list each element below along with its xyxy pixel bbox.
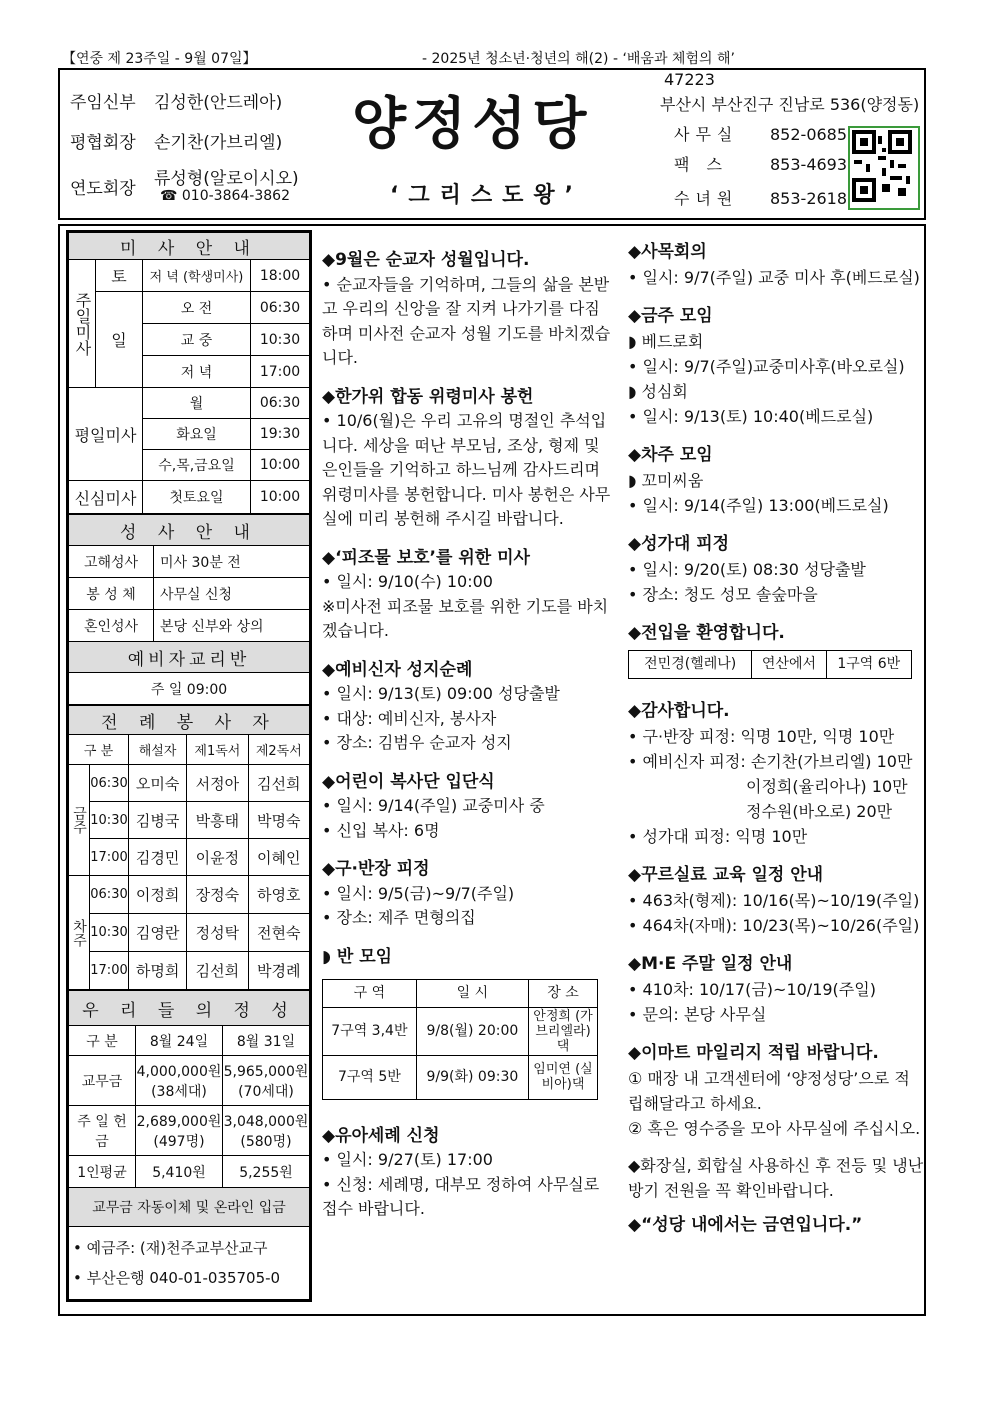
offering-value: 4,000,000원 (38세대) bbox=[136, 1056, 223, 1106]
notice-heading: ◆‘피조물 보호’를 위한 미사 bbox=[322, 547, 530, 568]
weekday-name: 수,목,금요일 bbox=[143, 450, 251, 481]
notice-heading: ◆차주 모임 bbox=[628, 445, 713, 465]
notice-line: • 장소: 청도 성모 솔숲마을 bbox=[628, 585, 818, 604]
server-cell: 김선희 bbox=[248, 765, 309, 802]
zip-code: 47223 bbox=[664, 70, 715, 89]
offering-key: 주 일 헌 금 bbox=[69, 1106, 136, 1156]
notice-line: • 463차(형제): 10/16(목)~10/19(주일) bbox=[628, 891, 920, 910]
offering-value: 5,965,000원 (70세대) bbox=[223, 1056, 310, 1106]
qr-code-icon[interactable] bbox=[848, 126, 920, 210]
server-cell: 이혜인 bbox=[248, 839, 309, 876]
server-cell: 김병국 bbox=[129, 802, 187, 839]
left-column bbox=[66, 230, 312, 1302]
notice-line: ① 매장 내 고객센터에 ‘양정성당’으로 적립해달라고 하세요. bbox=[628, 1069, 910, 1113]
col-header: 구 분 bbox=[69, 735, 129, 765]
col-header: 장 소 bbox=[529, 980, 598, 1008]
notice-line: ◗ 성심회 bbox=[628, 382, 688, 401]
mass-table bbox=[68, 232, 310, 514]
server-cell: 서정아 bbox=[187, 765, 248, 802]
notice-line: ◗ 꼬미씨움 bbox=[628, 471, 704, 490]
right-column bbox=[628, 240, 924, 1238]
council-row: 평협회장 손기찬(가브리엘) bbox=[70, 133, 283, 153]
notice-heading: ◆어린이 복사단 입단식 bbox=[322, 771, 495, 792]
offering-value: 3,048,000원 (580명) bbox=[223, 1106, 310, 1156]
notice-heading: ◆사목회의 bbox=[628, 242, 707, 262]
weekday-name: 월 bbox=[143, 388, 251, 419]
saturday-label: 토 bbox=[96, 260, 143, 292]
welcome-cell: 연산에서 bbox=[752, 651, 826, 679]
notice-line: ② 혹은 영수증을 모아 사무실에 주십시오. bbox=[628, 1119, 921, 1138]
yeondo-phone: ☎ 010-3864-3862 bbox=[160, 188, 290, 204]
mass-heading: 미 사 안 내 bbox=[69, 233, 310, 260]
office-phone: 사무실 852-0685 bbox=[674, 125, 848, 144]
notice-line: • 신청: 세례명, 대부모 정하여 사무실로 접수 바랍니다. bbox=[322, 1174, 600, 1218]
convent-phone: 수녀원 853-2618 bbox=[674, 189, 848, 208]
middle-column bbox=[322, 240, 612, 1222]
weekday-time: 19:30 bbox=[251, 419, 310, 450]
notice-line: ※미사전 피조물 보호를 위한 기도를 바치겠습니다. bbox=[322, 596, 609, 640]
pastor-row: 주임신부 김성한(안드레아) bbox=[70, 93, 283, 113]
ban-meeting-table bbox=[322, 979, 598, 1100]
offering-table bbox=[68, 990, 310, 1300]
col-header: 일 시 bbox=[416, 980, 528, 1008]
sinsim-label: 신심미사 bbox=[69, 481, 143, 514]
server-time: 06:30 bbox=[90, 876, 129, 914]
sacrament-value: 본당 신부와 상의 bbox=[154, 610, 310, 642]
offering-key: 교무금 bbox=[69, 1056, 136, 1106]
notice-line: • 장소: 김범우 순교자 성지 bbox=[322, 733, 512, 752]
meeting-cell: 7구역 3,4반 bbox=[323, 1007, 417, 1055]
server-cell: 오미숙 bbox=[129, 765, 187, 802]
server-cell: 하영호 bbox=[248, 876, 309, 914]
sacrament-heading: 성 사 안 내 bbox=[69, 515, 310, 546]
notice-heading: ◆성가대 피정 bbox=[628, 534, 730, 554]
col-header: 제2독서 bbox=[248, 735, 309, 765]
notice-line: • 대상: 예비신자, 봉사자 bbox=[322, 708, 497, 728]
bank-info bbox=[69, 1227, 310, 1300]
ban-meeting-heading: ◗ 반 모임 bbox=[322, 946, 393, 967]
notice-heading: ◆금주 모임 bbox=[628, 306, 713, 326]
bank-heading: 교무금 자동이체 및 온라인 입금 bbox=[69, 1188, 310, 1227]
server-cell: 김선희 bbox=[187, 952, 248, 990]
sacrament-table bbox=[68, 514, 310, 705]
server-cell: 정성탁 bbox=[187, 914, 248, 952]
sinsim-time: 10:00 bbox=[251, 481, 310, 514]
meeting-cell: 안정희 (가브리엘라)댁 bbox=[529, 1007, 598, 1055]
header bbox=[58, 68, 926, 220]
yeondo-name: 류성형(알로이시오) bbox=[154, 169, 299, 189]
parish-subtitle: ‘그리스도왕’ bbox=[390, 183, 583, 208]
server-cell: 박명숙 bbox=[248, 802, 309, 839]
servers-heading: 전 례 봉 사 자 bbox=[69, 706, 310, 735]
notice-heading: ◆감사합니다. bbox=[628, 701, 730, 721]
notice-line: • 문의: 본당 사무실 bbox=[628, 1005, 767, 1024]
col-header: 8월 24일 bbox=[136, 1026, 223, 1056]
next-week-label: 차주 bbox=[69, 876, 90, 990]
welcome-table bbox=[628, 650, 912, 679]
server-cell: 김경민 bbox=[129, 839, 187, 876]
sacrament-value: 미사 30분 전 bbox=[154, 546, 310, 578]
offering-key: 1인평균 bbox=[69, 1156, 136, 1188]
notice-line: ◗ 베드로회 bbox=[628, 332, 704, 351]
notice-heading: ◆구·반장 피정 bbox=[322, 859, 430, 879]
notice-heading: ◆한가위 합동 위령미사 봉헌 bbox=[322, 386, 534, 407]
notice-line: • 일시: 9/5(금)~9/7(주일) bbox=[322, 883, 515, 903]
notice-line: • 410차: 10/17(금)~10/19(주일) bbox=[628, 980, 876, 999]
weekday-mass-label: 평일미사 bbox=[69, 388, 143, 481]
server-time: 06:30 bbox=[90, 765, 129, 802]
notice-heading: ◆유아세례 신청 bbox=[322, 1125, 440, 1146]
this-week-label: 금주 bbox=[69, 765, 90, 876]
sunday-mass-label: 주일미사 bbox=[69, 260, 96, 388]
server-cell: 박흥태 bbox=[187, 802, 248, 839]
notice-line: • 일시: 9/27(토) 17:00 bbox=[322, 1150, 493, 1169]
notice-line: • 신입 복사: 6명 bbox=[322, 820, 440, 840]
notice-line: 이정희(율리아나) 10만 bbox=[746, 777, 908, 796]
notice-line: • 일시: 9/14(주일) 교중미사 중 bbox=[322, 796, 545, 815]
notice-heading: ◆전입을 환영합니다. bbox=[628, 623, 785, 643]
weekday-name: 화요일 bbox=[143, 419, 251, 450]
notice-line: • 일시: 9/13(토) 10:40(베드로실) bbox=[628, 407, 874, 426]
parish-title: 양정성당 bbox=[352, 91, 593, 157]
offering-value: 5,410원 bbox=[136, 1156, 223, 1188]
notice-body: • 10/6(월)은 우리 고유의 명절인 추석입니다. 세상을 떠난 부모님, 조상, 형제 및 은인들을 기억하고 하느님께 감사드리며 위령미사를 봉헌합니다. 미사 봉헌은 사무실에 미리 봉헌해 주시길 바랍니다. bbox=[322, 411, 611, 528]
col-header: 구 분 bbox=[69, 1026, 136, 1056]
sacrament-key: 혼인성사 bbox=[69, 610, 154, 642]
col-header: 해설자 bbox=[129, 735, 187, 765]
mass-time: 18:00 bbox=[251, 260, 310, 292]
sunday-label: 일 bbox=[96, 292, 143, 388]
fax: 팩 스 853-4693 bbox=[674, 155, 848, 174]
notice-line: • 예비신자 피정: 손기찬(가브리엘) 10만 bbox=[628, 752, 913, 771]
offering-value: 2,689,000원 (497명) bbox=[136, 1106, 223, 1156]
mass-name: 오 전 bbox=[143, 292, 251, 324]
server-time: 10:30 bbox=[90, 802, 129, 839]
meeting-cell: 7구역 5반 bbox=[323, 1055, 417, 1099]
week-label: 【연중 제 23주일 - 9월 07일】 bbox=[62, 51, 257, 67]
notice-heading: ◆이마트 마일리지 적립 바랍니다. bbox=[628, 1043, 879, 1063]
offering-heading: 우 리 들 의 정 성 bbox=[69, 991, 310, 1026]
meeting-cell: 9/9(화) 09:30 bbox=[416, 1055, 528, 1099]
servers-table bbox=[68, 705, 310, 990]
server-cell: 장정숙 bbox=[187, 876, 248, 914]
notice-line: 정수원(바오로) 20만 bbox=[746, 802, 893, 821]
sacrament-value: 사무실 신청 bbox=[154, 578, 310, 610]
notice-line: • 일시: 9/7(주일)교중미사후(바오로실) bbox=[628, 357, 905, 376]
mass-name: 저 녁 (학생미사) bbox=[143, 260, 251, 292]
col-header: 제1독서 bbox=[187, 735, 248, 765]
notice-line: • 일시: 9/10(수) 10:00 bbox=[322, 572, 493, 591]
col-header: 8월 31일 bbox=[223, 1026, 310, 1056]
mass-time: 06:30 bbox=[251, 292, 310, 324]
mass-time: 17:00 bbox=[251, 356, 310, 388]
sacrament-key: 고해성사 bbox=[69, 546, 154, 578]
col-header: 구 역 bbox=[323, 980, 417, 1008]
weekday-time: 10:00 bbox=[251, 450, 310, 481]
server-cell: 이윤정 bbox=[187, 839, 248, 876]
notice-heading: ◆꾸르실료 교육 일정 안내 bbox=[628, 865, 824, 885]
year-theme: - 2025년 청소년·청년의 해(2) - ‘배움과 체험의 해’ bbox=[422, 51, 735, 67]
notice-line: • 일시: 9/14(주일) 13:00(베드로실) bbox=[628, 496, 889, 515]
server-time: 17:00 bbox=[90, 952, 129, 990]
meeting-cell: 임미연 (실비아)댁 bbox=[529, 1055, 598, 1099]
notice-line: • 장소: 제주 면형의집 bbox=[322, 908, 476, 927]
welcome-cell: 전민경(헬레나) bbox=[629, 651, 752, 679]
sacrament-key: 봉 성 체 bbox=[69, 578, 154, 610]
main-frame bbox=[58, 224, 926, 1316]
notice-line: • 성가대 피정: 익명 10만 bbox=[628, 827, 808, 846]
server-time: 17:00 bbox=[90, 839, 129, 876]
notice-heading: ◆9월은 순교자 성월입니다. bbox=[322, 250, 530, 270]
catechumen-time: 주 일 09:00 bbox=[69, 673, 310, 705]
notice-line: • 일시: 9/13(토) 09:00 성당출발 bbox=[322, 684, 560, 703]
notice-line: • 464차(자매): 10/23(목)~10/26(주일) bbox=[628, 916, 920, 935]
no-smoking-notice: ◆“성당 내에서는 금연입니다.” bbox=[628, 1215, 863, 1235]
server-cell: 전현숙 bbox=[248, 914, 309, 952]
offering-value: 5,255원 bbox=[223, 1156, 310, 1188]
mass-name: 교 중 bbox=[143, 324, 251, 356]
notice-heading: ◆예비신자 성지순례 bbox=[322, 659, 473, 680]
notice-heading: ◆M·E 주말 일정 안내 bbox=[628, 954, 793, 974]
bank-account: • 부산은행 040-01-035705-0 bbox=[73, 1269, 281, 1287]
mass-name: 저 녁 bbox=[143, 356, 251, 388]
sinsim-name: 첫토요일 bbox=[143, 481, 251, 514]
notice-line: • 일시: 9/7(주일) 교중 미사 후(베드로실) bbox=[628, 268, 920, 287]
address: 부산시 부산진구 진남로 536(양정동) bbox=[660, 95, 920, 114]
notice-body: • 순교자들을 기억하며, 그들의 삶을 본받고 우리의 신앙을 잘 지켜 나가기를 다짐하며 미사전 순교자 성월 기도를 바치겠습니다. bbox=[322, 274, 611, 367]
yeondo-row: 연도회장 bbox=[70, 179, 136, 199]
mass-time: 10:30 bbox=[251, 324, 310, 356]
welcome-cell: 1구역 6반 bbox=[826, 651, 911, 679]
notice-line: • 구·반장 피정: 익명 10만, 익명 10만 bbox=[628, 727, 895, 746]
bank-holder: • 예금주: (재)천주교부산교구 bbox=[73, 1239, 268, 1257]
server-cell: 이정희 bbox=[129, 876, 187, 914]
server-time: 10:30 bbox=[90, 914, 129, 952]
server-cell: 김영란 bbox=[129, 914, 187, 952]
server-cell: 박경례 bbox=[248, 952, 309, 990]
notice-line: • 일시: 9/20(토) 08:30 성당출발 bbox=[628, 560, 866, 579]
weekday-time: 06:30 bbox=[251, 388, 310, 419]
meeting-cell: 9/8(월) 20:00 bbox=[416, 1007, 528, 1055]
notice-line: ◆화장실, 회합실 사용하신 후 전등 및 냉난방기 전원을 꼭 확인바랍니다. bbox=[628, 1156, 924, 1200]
catechumen-heading: 예비자교리반 bbox=[69, 642, 310, 673]
server-cell: 하명희 bbox=[129, 952, 187, 990]
